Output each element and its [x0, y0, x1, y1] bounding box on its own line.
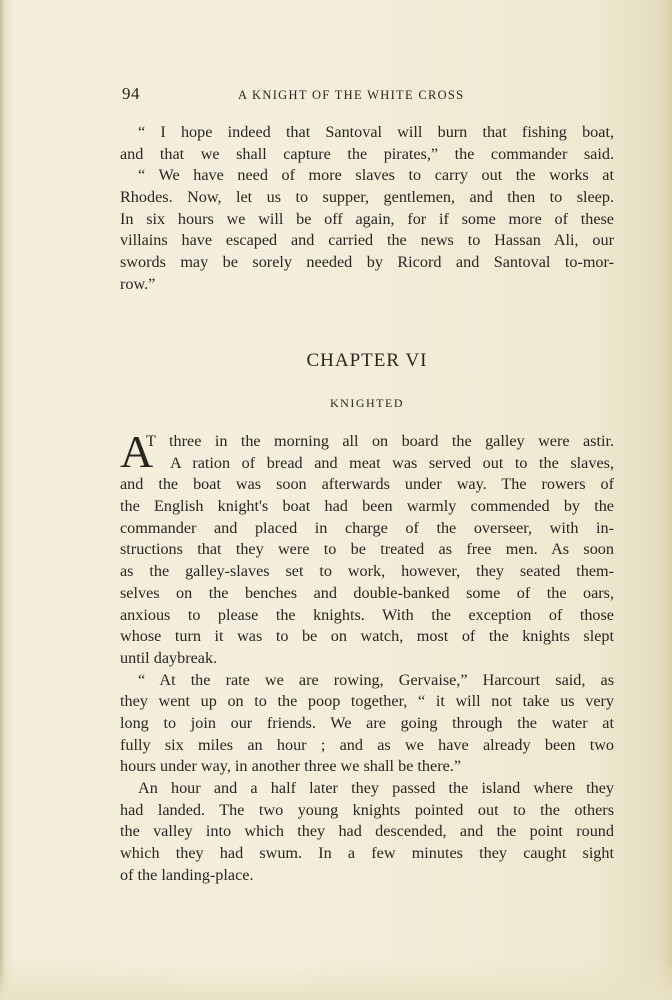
chapter-title: CHAPTER VI — [306, 350, 428, 371]
text-line: structions that they were to be treated as free men. As soon — [120, 540, 614, 559]
text-line: swords may be sorely needed by Ricord and Santoval to-mor- — [120, 253, 614, 272]
text-line: “ At the rate we are rowing, Gervaise,” Harcourt said, as — [138, 670, 614, 689]
text-line: and the boat was soon afterwards under way. The rowers of — [120, 475, 614, 494]
text-line: fully six miles an hour ; and as we have already been two — [120, 735, 614, 754]
page-number: 94 — [122, 84, 140, 103]
text-line: commander and placed in charge of the overseer, with in- — [120, 518, 614, 537]
page-header — [120, 84, 614, 108]
chapter-subtitle: KNIGHTED — [330, 396, 404, 410]
text-line: villains have escaped and carried the news to Hassan Ali, our — [120, 231, 614, 250]
page-left-edge — [0, 0, 5, 1000]
text-line: long to join our friends. We are going through the water at — [120, 713, 614, 732]
page-bottom-edge — [0, 960, 672, 1000]
text-line: anxious to please the knights. With the exception of those — [120, 605, 614, 624]
text-line: A ration of bread and meat was served out to the slaves, — [170, 453, 614, 472]
text-line: of the landing-place. — [120, 865, 254, 884]
text-line: An hour and a half later they passed the island where they — [138, 779, 614, 797]
text-line: hours under way, in another three we shall be there.” — [120, 757, 462, 776]
text-line: until daybreak. — [120, 648, 218, 667]
paragraph-1 — [120, 122, 614, 296]
text-line: and that we shall capture the pirates,” the commander said. — [120, 144, 614, 163]
text-line: In six hours we will be off again, for if some more of these — [120, 209, 614, 228]
text-line: “ We have need of more slaves to carry out the works at — [138, 166, 614, 185]
text-line: whose turn it was to be on watch, most of the knights slept — [120, 627, 614, 646]
text-line: “ I hope indeed that Santoval will burn that fishing boat, — [138, 123, 614, 141]
text-line: selves on the benches and double-banked some of the oars, — [120, 583, 614, 602]
text-line: T three in the morning all on board the galley were astir. — [146, 432, 614, 450]
paragraph-2 — [120, 426, 614, 886]
text-line: as the galley-slaves set to work, however, they seated them- — [120, 562, 614, 581]
text-line: Rhodes. Now, let us to supper, gentlemen, and then to sleep. — [120, 188, 614, 207]
running-head: A KNIGHT OF THE WHITE CROSS — [238, 88, 465, 102]
text-line: they went up on to the poop together, “ it will not take us very — [120, 692, 614, 711]
text-line: row.” — [120, 274, 156, 293]
text-line: which they had swum. In a few minutes they caught sight — [120, 844, 614, 863]
page-right-edge — [660, 0, 672, 1000]
text-line: the valley into which they had descended, and the point round — [120, 822, 614, 841]
drop-cap: A — [120, 426, 154, 477]
text-line: the English knight's boat had been warmly commended by the — [120, 497, 614, 516]
text-line: had landed. The two young knights pointed out to the others — [120, 800, 614, 819]
